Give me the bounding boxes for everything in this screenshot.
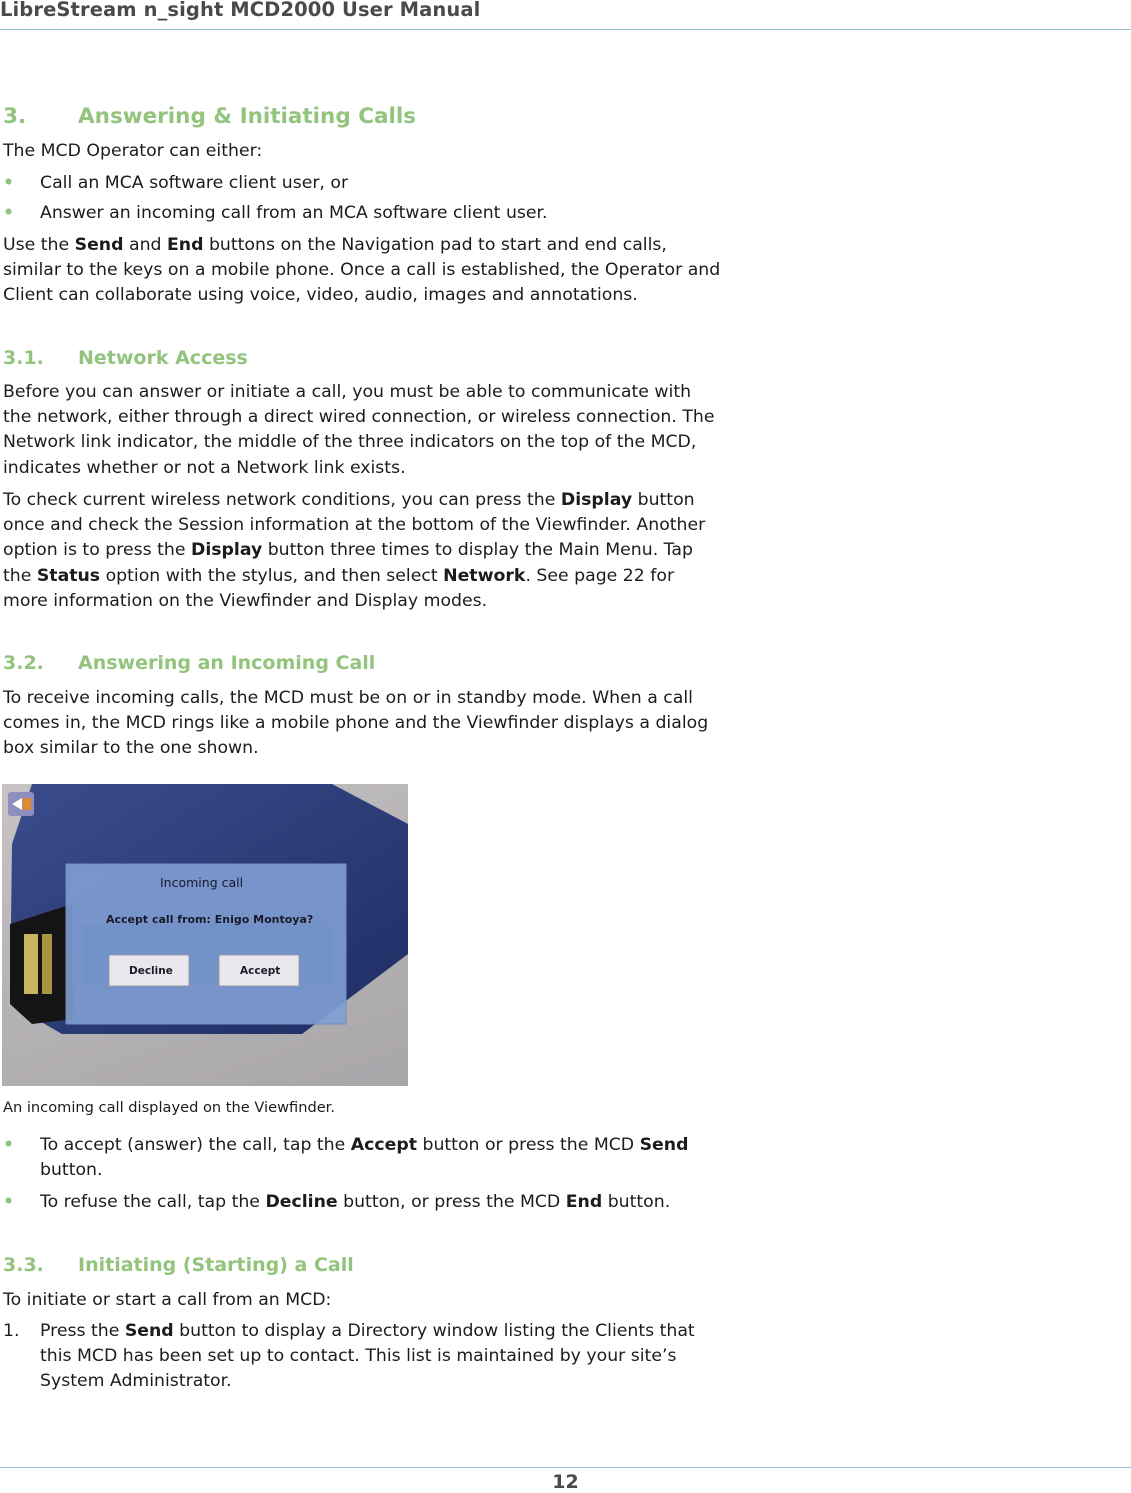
bullet-icon: •	[3, 1192, 15, 1212]
list-item-text: To accept (answer) the call, tap the Accept button or press the MCD Send button.	[40, 1135, 689, 1181]
bullet-icon: •	[3, 173, 15, 193]
viewfinder-photo	[2, 784, 408, 1086]
subsection-heading: 3.2. Answering an Incoming Call	[3, 652, 376, 674]
list-item-text: Answer an incoming call from an MCA software client user.	[40, 203, 548, 223]
numbered-step	[3, 1319, 723, 1395]
list-item	[3, 171, 723, 196]
paragraph: To receive incoming calls, the MCD must be on or in standby mode. When a call comes in, the MCD rings like a mobile phone and the Viewfinder displays a dialog box similar to the one shown.	[3, 688, 709, 759]
intro-text: To initiate or start a call from an MCD:	[3, 1290, 332, 1310]
bullet-icon: •	[3, 1135, 15, 1155]
header-rule	[0, 29, 1131, 30]
list-item	[3, 201, 723, 226]
step-text: Press the Send button to display a Directory window listing the Clients that this MCD has been set up to contact. This list is maintained by your site’s System Administrator.	[40, 1321, 695, 1392]
paragraph: To check current wireless network conditions, you can press the Display button once and check the Session information at the bottom of the Viewfinder. Another option is to press the Display button three times to display the Main Menu. Tap the Status option with the stylus, and then select Network. See page 22 for more information on the Viewfinder and Display modes.	[3, 490, 706, 611]
section-heading	[3, 104, 416, 129]
step-number: 1.	[3, 1321, 20, 1341]
subsection-heading: 3.3. Initiating (Starting) a Call	[3, 1254, 354, 1276]
paragraph: Before you can answer or initiate a call, you must be able to communicate with the network, either through a direct wired connection, or wireless connection. The Network link indicator, the middle of the three indicators on the top of the MCD, indicates whether or not a Network link exists.	[3, 382, 715, 478]
bullet-icon: •	[3, 203, 15, 223]
dialog-title: Incoming call	[160, 875, 244, 890]
subsection-heading: 3.1. Network Access	[3, 347, 248, 369]
section-number: 3.	[3, 104, 27, 129]
list-item	[3, 1190, 723, 1215]
paragraph: Use the Send and End buttons on the Navigation pad to start and end calls, similar to the keys on a mobile phone. Once a call is established, the Operator and Client can collaborate using voice, video, audio, images and annotations.	[3, 235, 721, 306]
running-header: LibreStream n_sight MCD2000 User Manual	[0, 0, 481, 21]
footer-rule	[0, 1467, 1131, 1468]
intro-text: The MCD Operator can either:	[3, 141, 263, 161]
list-item-text: Call an MCA software client user, or	[40, 173, 349, 193]
incoming-call-figure	[2, 784, 408, 1086]
decline-button-label: Decline	[129, 965, 173, 977]
section-title: Answering & Initiating Calls	[78, 104, 417, 129]
list-item-text: To refuse the call, tap the Decline button, or press the MCD End button.	[40, 1192, 671, 1212]
accept-button-label: Accept	[240, 965, 281, 977]
page-number: 12	[552, 1471, 579, 1493]
list-item	[3, 1133, 723, 1183]
dialog-message: Accept call from: Enigo Montoya?	[106, 913, 314, 926]
figure-caption: An incoming call displayed on the Viewfinder.	[3, 1099, 335, 1116]
